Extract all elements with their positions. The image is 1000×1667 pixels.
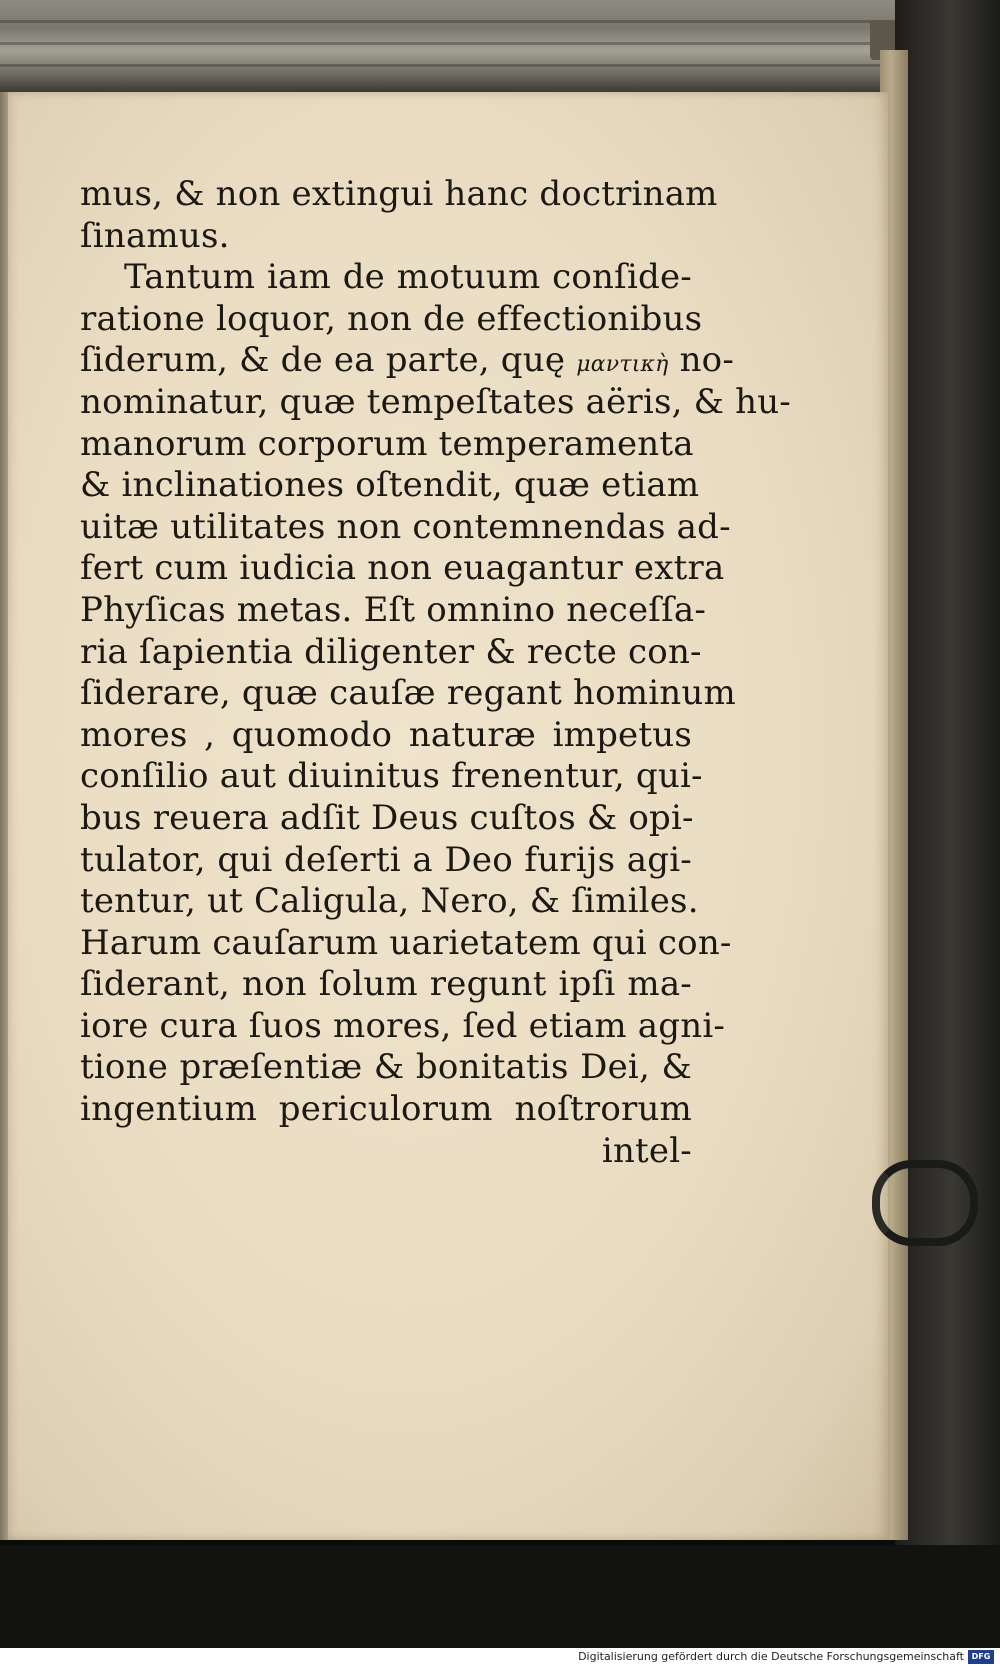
catchword: intel- xyxy=(601,1130,692,1171)
text-line: mus, & non extingui hanc doctrinam xyxy=(80,174,718,214)
text-line: uitæ utilitates non contemnendas ad- xyxy=(80,506,731,547)
text-line: iore cura ſuos mores, ſed etiam agni- xyxy=(80,1005,726,1046)
text-line: tentur, ut Caligula, Nero, & ſimiles. xyxy=(80,881,699,922)
text-line: bus reuera adſit Deus cuſtos & opi- xyxy=(80,797,694,838)
text-line: Tantum iam de motuum conſide- xyxy=(124,257,692,298)
text-line xyxy=(80,340,735,382)
page-text xyxy=(80,174,791,1172)
page-holding-strap xyxy=(872,1160,978,1246)
scanner-bed xyxy=(0,1545,1000,1648)
text-line: conſilio aut diuinitus frenentur, qui- xyxy=(80,756,703,797)
text-line: tulator, qui deſerti a Deo furijs agi- xyxy=(80,839,692,880)
text-line: ingentium periculorum noſtrorum xyxy=(80,1089,692,1130)
text-line: tione præſentiæ & bonitatis Dei, & xyxy=(80,1047,692,1088)
text-line: ſiderant, non ſolum regunt ipſi ma- xyxy=(80,964,692,1005)
book-top-edge xyxy=(0,0,935,92)
dfg-logo-icon: DFG xyxy=(968,1650,994,1664)
text-line: Harum cauſarum uarietatem qui con- xyxy=(80,922,732,963)
text-line: manorum corporum temperamenta xyxy=(80,423,694,464)
text-fragment: ſiderum, & de ea parte, quę xyxy=(80,340,566,381)
text-line: nominatur, quæ tempeſtates aëris, & hu- xyxy=(80,381,791,422)
greek-word: μαντικὴ xyxy=(576,352,669,378)
text-line: Phyſicas metas. Eſt omnino neceſſa- xyxy=(80,589,707,630)
text-line: mores , quomodo naturæ impetus xyxy=(80,714,692,755)
book-cover-right xyxy=(895,0,1000,1545)
text-line: ria ſapientia diligenter & recte con- xyxy=(80,631,702,672)
text-line: ſiderare, quæ cauſæ regant hominum xyxy=(80,673,736,714)
footer-credit: Digitalisierung gefördert durch die Deutsche Forschungsgemeinschaft xyxy=(578,1650,964,1663)
text-line: fert cum iudicia non euagantur extra xyxy=(80,548,725,589)
text-fragment: no- xyxy=(679,340,735,381)
text-line: & inclinationes oſtendit, quæ etiam xyxy=(80,465,700,506)
text-line: ratione loquor, non de effectionibus xyxy=(80,298,703,339)
text-line: ſinamus. xyxy=(80,215,230,256)
